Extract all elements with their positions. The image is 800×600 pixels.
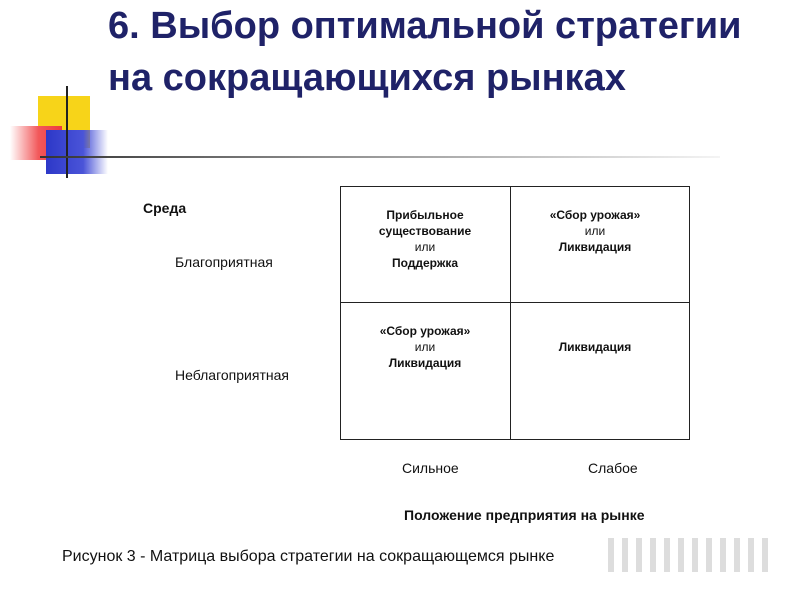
cell-text-secondary: Ликвидация <box>558 240 632 254</box>
figure-caption: Рисунок 3 - Матрица выбора стратегии на сокращающемся рынке <box>62 548 555 565</box>
matrix-cell-strong-unfavorable <box>341 323 509 371</box>
cell-text-primary: Ликвидация <box>558 340 632 354</box>
strategy-matrix <box>340 186 690 440</box>
x-axis-title: Положение предприятия на рынке <box>404 507 645 523</box>
cell-text-or: или <box>414 240 436 254</box>
row-label-unfavorable: Неблагоприятная <box>175 367 289 383</box>
y-axis-title: Среда <box>143 200 187 216</box>
matrix-cell-weak-unfavorable <box>511 339 679 355</box>
cell-text-primary: «Сбор урожая» <box>549 208 641 222</box>
logo-vertical-line <box>66 86 68 178</box>
slide-title: 6. Выбор оптимальной стратегии на сокращающихся рынках <box>108 5 742 99</box>
title-underline <box>40 156 720 158</box>
cell-text-or: или <box>584 224 606 238</box>
row-label-favorable: Благоприятная <box>175 254 273 270</box>
col-label-weak: Слабое <box>588 460 638 476</box>
cell-text-secondary: Поддержка <box>391 256 459 270</box>
cell-text-or: или <box>414 340 436 354</box>
matrix-cell-strong-favorable <box>341 207 509 271</box>
cell-text-primary: «Сбор урожая» <box>379 324 471 338</box>
cell-text-primary: Прибыльное существование <box>378 208 472 238</box>
cell-text-secondary: Ликвидация <box>388 356 462 370</box>
matrix-cell-weak-favorable <box>511 207 679 255</box>
matrix-horizontal-divider <box>341 302 689 303</box>
col-label-strong: Сильное <box>402 460 459 476</box>
logo-blue-bar <box>46 130 108 174</box>
watermark-overlay <box>608 538 768 572</box>
